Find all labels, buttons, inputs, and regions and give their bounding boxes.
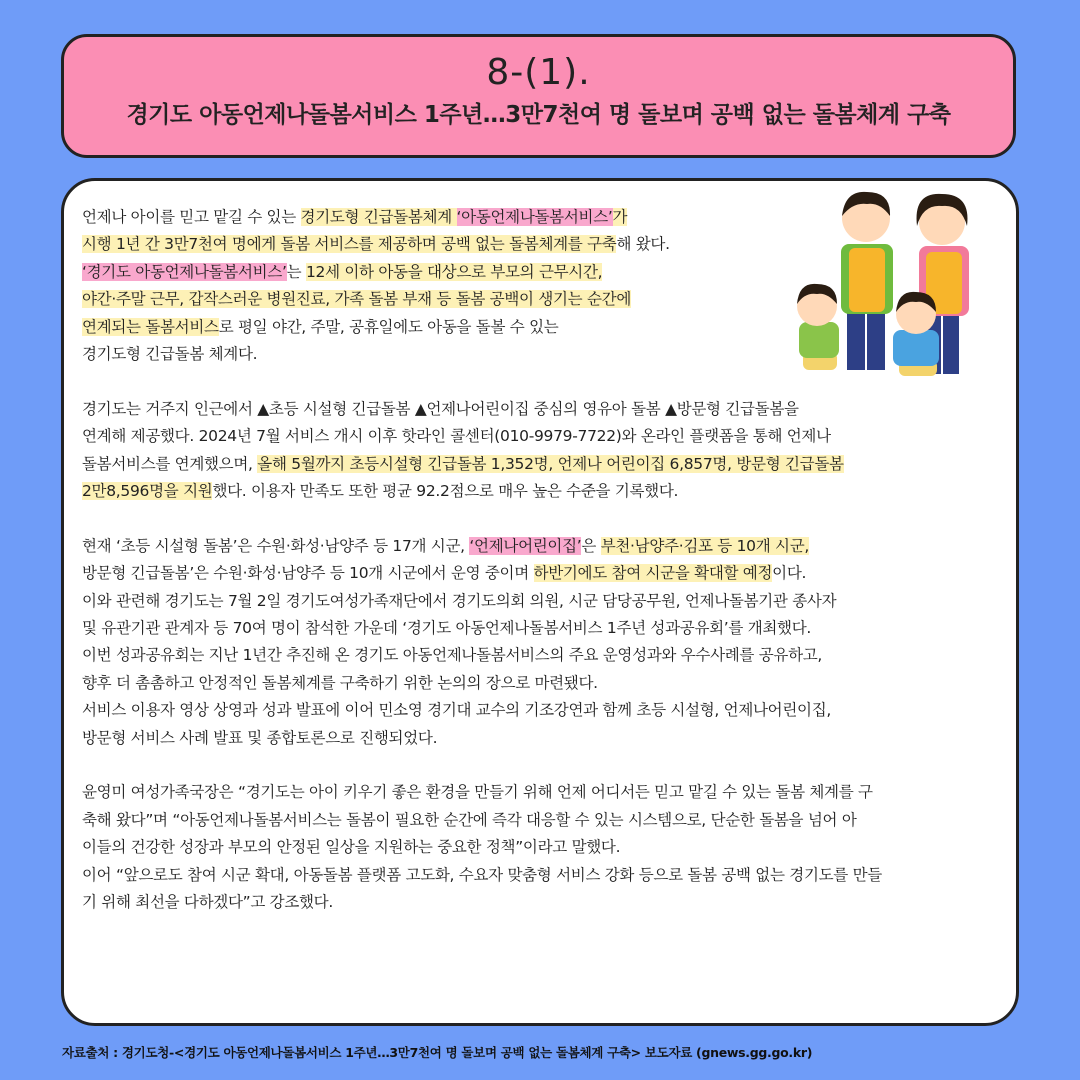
text-line: 축해 왔다”며 “아동언제나돌봄서비스는 돌봄이 필요한 순간에 즉각 대응할 수 있는 시스템으로, 단순한 돌봄을 넘어 아	[82, 810, 857, 829]
text-line: 경기도는 거주지 인근에서 ▲초등 시설형 긴급돌봄 ▲언제나어린이집 중심의 영유아 돌봄 ▲방문형 긴급돌봄을	[82, 399, 799, 418]
text-line: 서비스 이용자 영상 상영과 성과 발표에 이어 민소영 경기대 교수의 기조강연과 함께 초등 시설형, 언제나어린이집,	[82, 701, 831, 720]
text-line: 연계되는 돌봄서비스로 평일 야간, 주말, 공휴일에도 아동을 돌볼 수 있는	[82, 317, 559, 336]
article-body	[82, 204, 1002, 917]
text-line: 이어 “앞으로도 참여 시군 확대, 아동돌봄 플랫폼 고도화, 수요자 맞춤형 서비스 강화 등으로 돌봄 공백 없는 경기도를 만들	[82, 865, 882, 884]
section-number: 8-(1).	[486, 52, 591, 93]
text-line: 방문형 긴급돌봄’은 수원·화성·남양주 등 10개 시군에서 운영 중이며 하반기에도 참여 시군을 확대할 예정이다.	[82, 564, 807, 583]
text-line: 언제나 아이를 믿고 맡길 수 있는 경기도형 긴급돌봄체계 ‘아동언제나돌봄서비스’가	[82, 208, 628, 226]
page-title: 경기도 아동언제나돌봄서비스 1주년…3만7천여 명 돌보며 공백 없는 돌봄체계 구축	[126, 102, 951, 128]
text-line: 방문형 서비스 사례 발표 및 종합토론으로 진행되었다.	[82, 728, 438, 747]
text-line: 연계해 제공했다. 2024년 7월 서비스 개시 이후 핫라인 콜센터(010-9979-7722)와 온라인 플랫폼을 통해 언제나	[82, 427, 831, 446]
text-line: 현재 ‘초등 시설형 돌봄’은 수원·화성·남양주 등 17개 시군, ‘언제나어린이집’은 부천·남양주·김포 등 10개 시군,	[82, 536, 809, 555]
source-footer: 자료출처 : 경기도청-<경기도 아동언제나돌봄서비스 1주년…3만7천여 명 돌보며 공백 없는 돌봄체계 구축> 보도자료 (gnews.gg.go.kr)	[62, 1045, 813, 1060]
text-line: 2만8,596명을 지원했다. 이용자 만족도 또한 평균 92.2점으로 매우 높은 수준을 기록했다.	[82, 482, 679, 501]
text-line: 윤영미 여성가족국장은 “경기도는 아이 키우기 좋은 환경을 만들기 위해 언제 어디서든 믿고 맡길 수 있는 돌봄 체계를 구	[82, 783, 873, 802]
text-line: 시행 1년 간 3만7천여 명에게 돌봄 서비스를 제공하며 공백 없는 돌봄체계를 구축해 왔다.	[82, 235, 670, 254]
text-line: 경기도형 긴급돌봄 체계다.	[82, 345, 258, 364]
title-banner	[61, 34, 1016, 158]
text-line: 및 유관기관 관계자 등 70여 명이 참석한 가운데 ‘경기도 아동언제나돌봄서비스 1주년 성과공유회’를 개최했다.	[82, 619, 812, 638]
text-line: 이와 관련해 경기도는 7월 2일 경기도여성가족재단에서 경기도의회 의원, 시군 담당공무원, 언제나돌봄기관 종사자	[82, 591, 837, 610]
text-line: 이들의 건강한 성장과 부모의 안정된 일상을 지원하는 중요한 정책”이라고 말했다.	[82, 838, 621, 857]
text-line: 야간·주말 근무, 갑작스러운 병원진료, 가족 돌봄 부재 등 돌봄 공백이 생기는 순간에	[82, 290, 631, 309]
text-line: 기 위해 최선을 다하겠다”고 강조했다.	[82, 893, 333, 912]
text-line: 이번 성과공유회는 지난 1년간 추진해 온 경기도 아동언제나돌봄서비스의 주요 운영성과와 우수사례를 공유하고,	[82, 646, 823, 665]
text-line: ‘경기도 아동언제나돌봄서비스’는 12세 이하 아동을 대상으로 부모의 근무시간,	[82, 262, 603, 281]
text-line: 돌봄서비스를 연계했으며, 올해 5월까지 초등시설형 긴급돌봄 1,352명, 언제나 어린이집 6,857명, 방문형 긴급돌봄	[82, 454, 844, 473]
text-line: 향후 더 촘촘하고 안정적인 돌봄체계를 구축하기 위한 논의의 장으로 마련됐다.	[82, 673, 598, 692]
